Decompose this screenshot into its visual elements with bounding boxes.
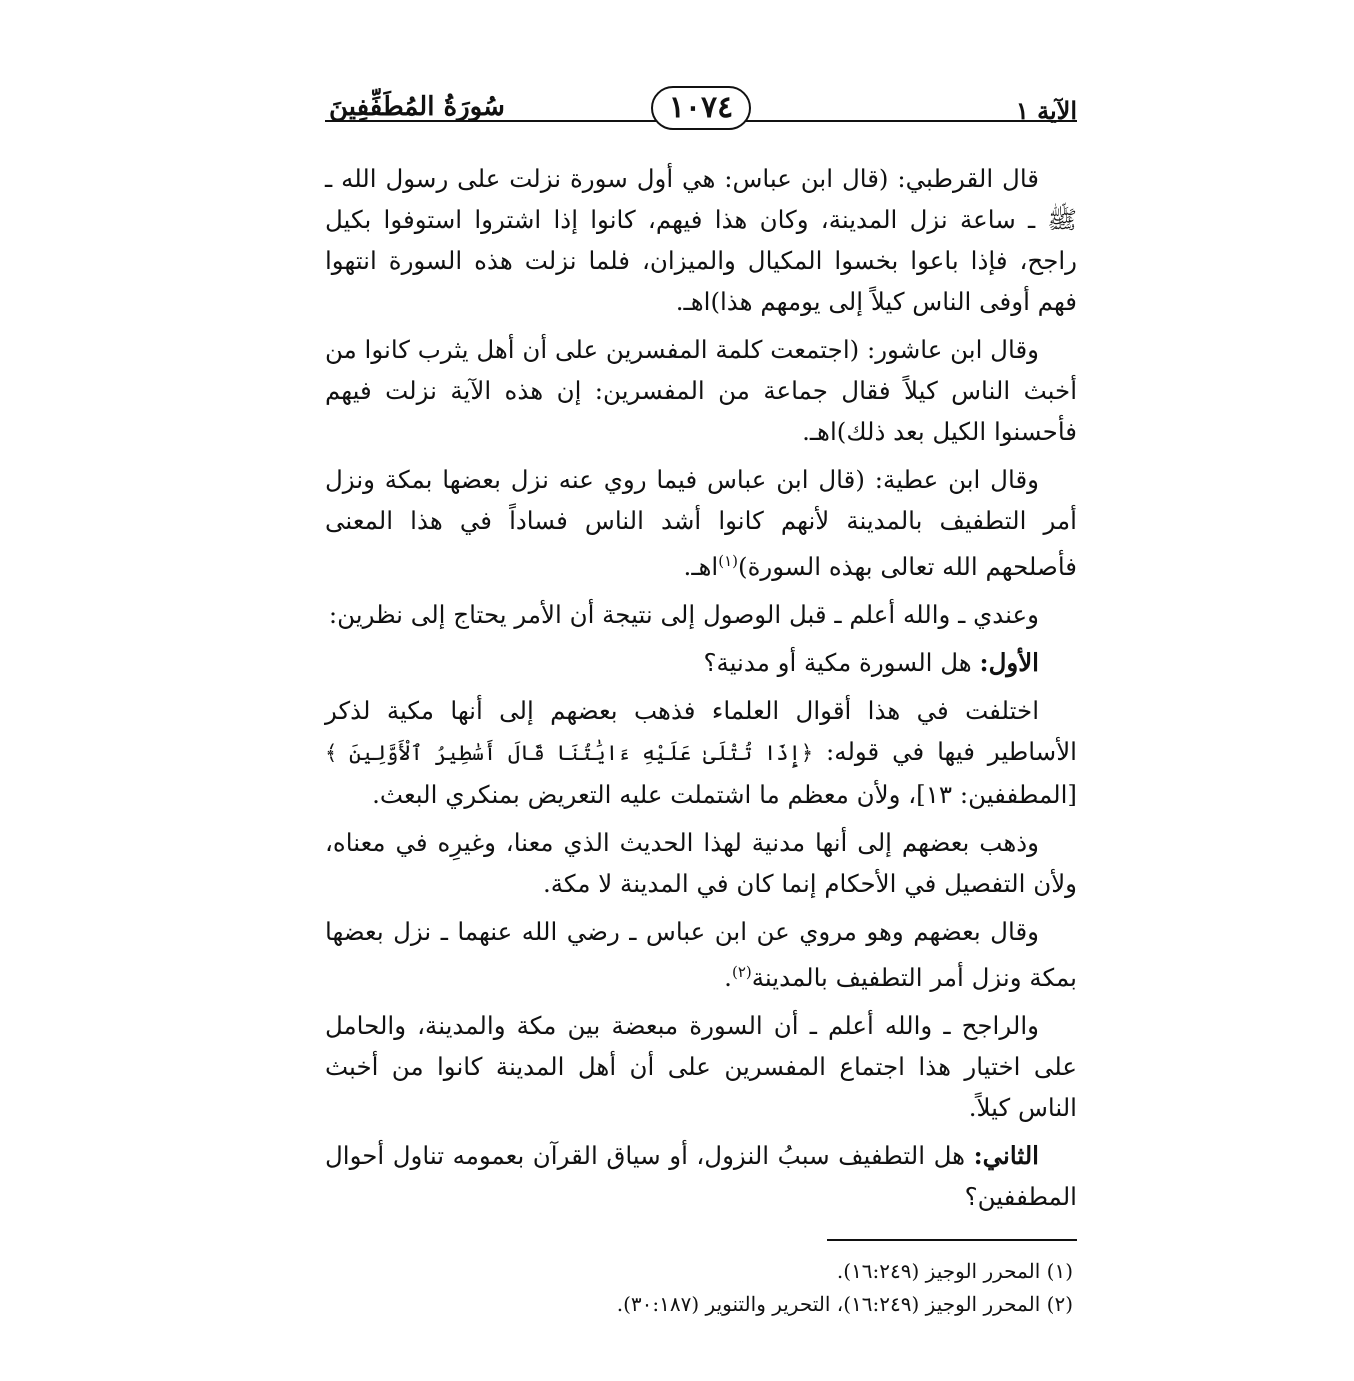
- paragraph-second-question: الثاني: هل التطفيف سببُ النزول، أو سياق القرآن بعمومه تناول أحوال المطففين؟: [325, 1141, 1077, 1212]
- page-body: [325, 158, 1077, 1217]
- paragraph-first-question: الأول: هل السورة مكية أو مدنية؟: [703, 648, 1039, 678]
- paragraph-makki-view: اختلفت في هذا أقوال العلماء فذهب بعضهم إلى أنها مكية لذكر الأساطير فيها في قوله: ﴿إِذَا تُتْلَىٰ عَلَيْهِ ءَايَٰتُنَا قَالَ أَسَٰطِيرُ ٱلْأَوَّلِينَ ﴾ [المطففين: ١٣]، ولأن معظم ما اشتملت عليه التعريض بمنكري البعث.: [325, 696, 1077, 810]
- book-page: [325, 86, 1077, 1321]
- paragraph-ibn-abbas: وقال بعضهم وهو مروي عن ابن عباس ـ رضي الله عنهما ـ نزل بعضها بمكة ونزل أمر التطفيف بالمدينة$^{(٢)}$.: [325, 917, 1077, 993]
- footnote-1: (١) المحرر الوجيز (١٦:٢٤٩).: [836, 1259, 1073, 1284]
- page-header: [325, 86, 1077, 136]
- second-label: الثاني:: [973, 1141, 1039, 1171]
- paragraph-qurtubi: قال القرطبي: (قال ابن عباس: هي أول سورة نزلت على رسول الله ـ ﷺ ـ ساعة نزل المدينة، وكان هذا فيهم، كانوا إذا اشتروا استوفوا بكيل راجح، فإذا باعوا بخسوا المكيال والميزان، فلما نزلت هذه السورة انتهوا فهم أوفى الناس كيلاً إلى يومهم هذا)اهـ.: [325, 164, 1077, 316]
- verse-label: الآية ١: [1015, 96, 1077, 125]
- footnote-marker-1: (١): [718, 552, 739, 570]
- paragraph-madani-view: وذهب بعضهم إلى أنها مدنية لهذا الحديث الذي معنا، وغيرِه في معناه، ولأن التفصيل في الأحكام إنما كان في المدينة لا مكة.: [325, 828, 1077, 899]
- surah-title: سُورَةُ المُطَفِّفِينَ: [329, 92, 505, 122]
- paragraph-ibn-atiyyah: وقال ابن عطية: (قال ابن عباس فيما روي عنه نزل بعضها بمكة ونزل أمر التطفيف بالمدينة لأنهم كانوا أشد الناس فساداً في هذا المعنى فأصلحهم الله تعالى بهذه السورة)$^{(١)}$اهـ.: [325, 465, 1077, 582]
- paragraph-ibn-ashur: وقال ابن عاشور: (اجتمعت كلمة المفسرين على أن أهل يثرب كانوا من أخبث الناس كيلاً فقال جماعة من المفسرين: إن هذه الآية نزلت فيهم فأحسنوا الكيل بعد ذلك)اهـ.: [324, 335, 1077, 446]
- footnote-divider: [827, 1239, 1077, 1241]
- footnote-2: (٢) المحرر الوجيز (١٦:٢٤٩)، التحرير والتنوير (٣٠:١٨٧).: [616, 1292, 1073, 1317]
- paragraph-preferred: والراجح ـ والله أعلم ـ أن السورة مبعضة بين مكة والمدينة، والحامل على اختيار هذا اجتماع المفسرين على أن أهل المدينة كانوا من أخبث الناس كيلاً.: [325, 1011, 1077, 1123]
- paragraph-opinion: وعندي ـ والله أعلم ـ قبل الوصول إلى نتيجة أن الأمر يحتاج إلى نظرين:: [328, 600, 1039, 630]
- footnote-marker-2: (٢): [731, 963, 752, 982]
- first-label: الأول:: [979, 648, 1039, 678]
- quran-verse: ﴿إِذَا تُتْلَىٰ عَلَيْهِ ءَايَٰتُنَا قَالَ أَسَٰطِيرُ ٱلْأَوَّلِينَ ﴾: [325, 741, 814, 766]
- page-number: ١٠٧٤: [651, 86, 751, 130]
